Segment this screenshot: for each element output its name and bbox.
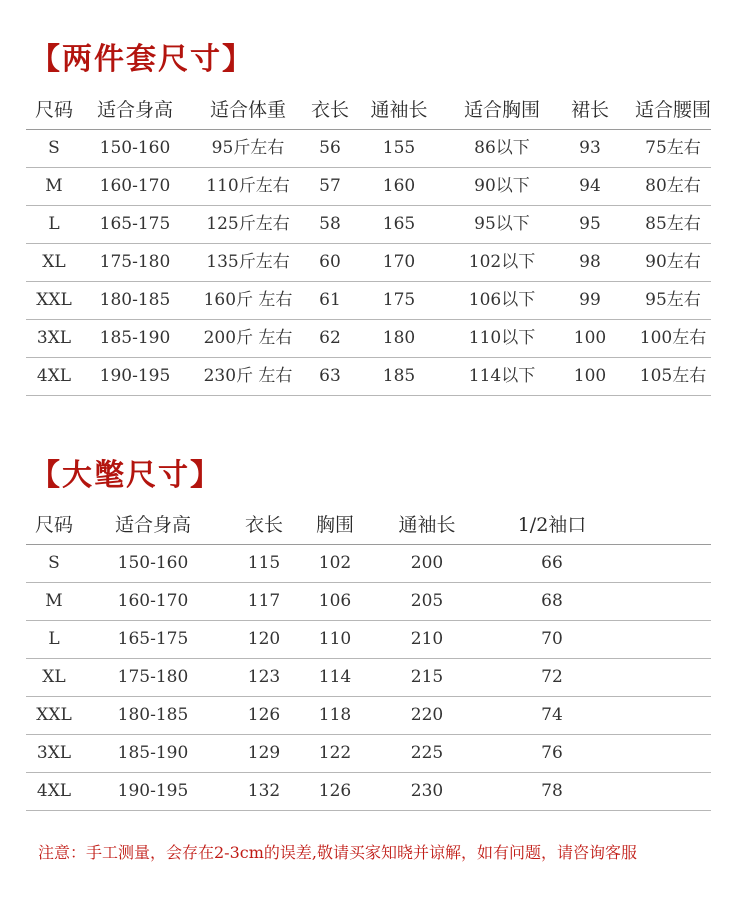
cell-chest: 126 xyxy=(318,781,352,801)
cell-garment-length: 58 xyxy=(319,214,341,234)
cell-sleeve-span: 180 xyxy=(382,328,416,348)
cell-waist: 95左右 xyxy=(645,290,701,310)
cell-sleeve-span: 170 xyxy=(382,252,416,272)
table-row xyxy=(26,659,711,697)
cell-skirt-length: 93 xyxy=(579,138,601,158)
cell-half-cuff: 68 xyxy=(541,591,563,611)
cell-height: 190-195 xyxy=(117,781,189,801)
cell-garment-length: 132 xyxy=(247,781,281,801)
cell-chest: 114以下 xyxy=(468,366,536,386)
table-row xyxy=(26,206,711,244)
cell-garment-length: 123 xyxy=(247,667,281,687)
table-row xyxy=(26,735,711,773)
table-row xyxy=(26,773,711,811)
cell-garment-length: 120 xyxy=(247,629,281,649)
cell-height: 185-190 xyxy=(99,328,171,348)
cell-chest: 95以下 xyxy=(474,214,530,234)
cell-size: 4XL xyxy=(36,781,72,801)
cell-weight: 95斤左右 xyxy=(211,138,285,158)
cell-chest: 102 xyxy=(318,553,352,573)
cell-size: XXL xyxy=(36,705,72,725)
cell-garment-length: 63 xyxy=(319,366,341,386)
cell-sleeve-span: 205 xyxy=(410,591,444,611)
section-title-cloak: 【大氅尺寸】 xyxy=(30,458,222,493)
cell-garment-length: 126 xyxy=(247,705,281,725)
cell-garment-length: 57 xyxy=(319,176,341,196)
cell-waist: 90左右 xyxy=(645,252,701,272)
cell-skirt-length: 99 xyxy=(579,290,601,310)
cell-size: M xyxy=(45,591,63,611)
cell-height: 175-180 xyxy=(117,667,189,687)
cell-chest: 114 xyxy=(318,667,352,687)
header-height: 适合身高 xyxy=(114,514,191,536)
cell-sleeve-span: 230 xyxy=(410,781,444,801)
table-row xyxy=(26,130,711,168)
table-header-row xyxy=(26,92,711,130)
table-row xyxy=(26,282,711,320)
cell-size: L xyxy=(48,214,60,234)
table-row xyxy=(26,545,711,583)
cell-skirt-length: 94 xyxy=(579,176,601,196)
cell-height: 190-195 xyxy=(99,366,171,386)
cell-waist: 85左右 xyxy=(645,214,701,234)
section-title-two-piece-set: 【两件套尺寸】 xyxy=(30,42,254,77)
cell-weight: 160斤 左右 xyxy=(203,290,293,310)
header-skirt-length: 裙长 xyxy=(570,99,609,121)
cell-chest: 106 xyxy=(318,591,352,611)
cell-half-cuff: 70 xyxy=(541,629,563,649)
cell-height: 175-180 xyxy=(99,252,171,272)
cell-height: 180-185 xyxy=(117,705,189,725)
cell-sleeve-span: 225 xyxy=(410,743,444,763)
cell-weight: 230斤 左右 xyxy=(203,366,293,386)
cell-half-cuff: 78 xyxy=(541,781,563,801)
header-half-cuff: 1/2袖口 xyxy=(517,514,587,536)
header-garment-length: 衣长 xyxy=(310,99,349,121)
header-sleeve-span: 通袖长 xyxy=(370,99,428,121)
cell-half-cuff: 66 xyxy=(541,553,563,573)
cell-sleeve-span: 200 xyxy=(410,553,444,573)
cell-weight: 200斤 左右 xyxy=(203,328,293,348)
cell-weight: 135斤左右 xyxy=(206,252,290,272)
cell-chest: 110 xyxy=(318,629,352,649)
header-height: 适合身高 xyxy=(96,99,173,121)
cell-chest: 86以下 xyxy=(474,138,530,158)
cell-weight: 125斤左右 xyxy=(206,214,290,234)
header-chest: 胸围 xyxy=(315,514,354,536)
cell-weight: 110斤左右 xyxy=(206,176,290,196)
cell-size: L xyxy=(48,629,60,649)
cell-chest: 122 xyxy=(318,743,352,763)
cell-half-cuff: 76 xyxy=(541,743,563,763)
cell-skirt-length: 100 xyxy=(573,328,607,348)
cell-size: 3XL xyxy=(36,328,72,348)
cell-sleeve-span: 210 xyxy=(410,629,444,649)
header-weight: 适合体重 xyxy=(209,99,286,121)
header-garment-length: 衣长 xyxy=(244,514,283,536)
measurement-note: 注意：手工测量，会存在2-3cm的误差,敬请买家知晓并谅解，如有问题，请咨询客服 xyxy=(38,843,637,862)
cell-chest: 90以下 xyxy=(474,176,530,196)
cell-size: 4XL xyxy=(36,366,72,386)
cell-waist: 100左右 xyxy=(639,328,707,348)
cell-sleeve-span: 215 xyxy=(410,667,444,687)
cell-waist: 105左右 xyxy=(639,366,707,386)
cell-garment-length: 129 xyxy=(247,743,281,763)
cell-sleeve-span: 160 xyxy=(382,176,416,196)
table-row xyxy=(26,320,711,358)
table-row xyxy=(26,358,711,396)
two-piece-size-table xyxy=(26,92,711,396)
cell-half-cuff: 74 xyxy=(541,705,563,725)
cell-garment-length: 56 xyxy=(319,138,341,158)
table-row xyxy=(26,621,711,659)
cell-skirt-length: 100 xyxy=(573,366,607,386)
cell-size: XL xyxy=(42,252,66,272)
cell-height: 150-160 xyxy=(117,553,189,573)
cell-size: M xyxy=(45,176,63,196)
table-row xyxy=(26,244,711,282)
cell-chest: 110以下 xyxy=(468,328,536,348)
header-size: 尺码 xyxy=(34,99,73,121)
cell-garment-length: 60 xyxy=(319,252,341,272)
cell-waist: 75左右 xyxy=(645,138,701,158)
cell-chest: 102以下 xyxy=(468,252,536,272)
cell-height: 165-175 xyxy=(99,214,171,234)
header-chest: 适合胸围 xyxy=(463,99,540,121)
header-size: 尺码 xyxy=(34,514,73,536)
cell-half-cuff: 72 xyxy=(541,667,563,687)
header-waist: 适合腰围 xyxy=(634,99,711,121)
table-row xyxy=(26,583,711,621)
cell-waist: 80左右 xyxy=(645,176,701,196)
table-header-row xyxy=(26,507,711,545)
cell-chest: 106以下 xyxy=(468,290,536,310)
table-row xyxy=(26,697,711,735)
cell-sleeve-span: 185 xyxy=(382,366,416,386)
cell-sleeve-span: 220 xyxy=(410,705,444,725)
cell-height: 180-185 xyxy=(99,290,171,310)
cell-skirt-length: 98 xyxy=(579,252,601,272)
cell-size: S xyxy=(48,553,60,573)
cell-sleeve-span: 175 xyxy=(382,290,416,310)
cell-height: 160-170 xyxy=(99,176,171,196)
cell-garment-length: 115 xyxy=(247,553,281,573)
cell-skirt-length: 95 xyxy=(579,214,601,234)
table-row xyxy=(26,168,711,206)
cell-garment-length: 61 xyxy=(319,290,341,310)
cell-size: 3XL xyxy=(36,743,72,763)
cell-size: XL xyxy=(42,667,66,687)
cell-height: 160-170 xyxy=(117,591,189,611)
cell-garment-length: 117 xyxy=(247,591,281,611)
cell-chest: 118 xyxy=(318,705,352,725)
cell-garment-length: 62 xyxy=(319,328,341,348)
cell-height: 165-175 xyxy=(117,629,189,649)
cell-size: S xyxy=(48,138,60,158)
cloak-size-table xyxy=(26,507,711,811)
header-sleeve-span: 通袖长 xyxy=(398,514,456,536)
cell-sleeve-span: 165 xyxy=(382,214,416,234)
cell-height: 150-160 xyxy=(99,138,171,158)
cell-height: 185-190 xyxy=(117,743,189,763)
cell-sleeve-span: 155 xyxy=(382,138,416,158)
cell-size: XXL xyxy=(36,290,72,310)
